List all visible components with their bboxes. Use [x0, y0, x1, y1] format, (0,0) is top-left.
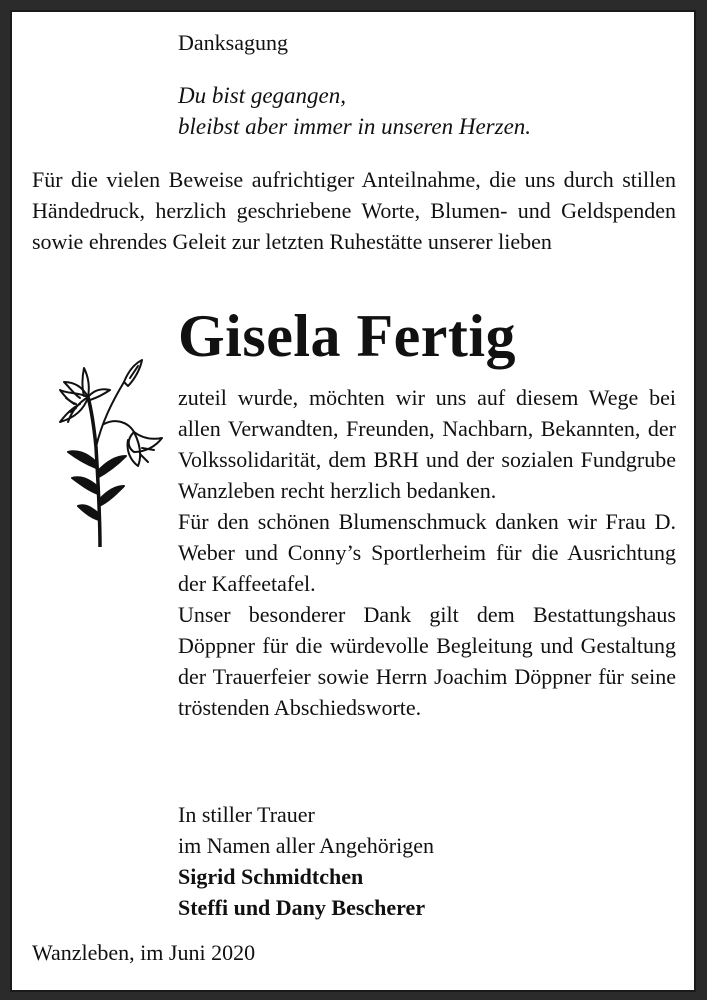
closing-line: im Namen aller Angehörigen: [178, 833, 434, 858]
closing-line: In stiller Trauer: [178, 802, 315, 827]
signatory-name: Sigrid Schmidtchen: [178, 864, 364, 889]
obituary-notice: [10, 10, 696, 992]
poem-line: bleibst aber immer in unseren Herzen.: [178, 114, 532, 139]
signature-block: [178, 799, 434, 923]
deceased-name: Gisela Fertig: [178, 303, 517, 369]
notice-body: [178, 382, 676, 723]
place-date: Wanzleben, im Juni 2020: [32, 940, 256, 965]
body-paragraph: Für den schönen Blumenschmuck danken wir Frau D. Weber und Conny’s Sportlerheim für die Ausrichtung der Kaffeetafel.: [178, 509, 676, 596]
notice-heading: Danksagung: [178, 30, 288, 55]
signatory-name: Steffi und Dany Bescherer: [178, 895, 426, 920]
body-paragraph: Unser besonderer Dank gilt dem Bestattungshaus Döppner für die würdevolle Begleitung und Gestaltung der Trauerfeier sowie Herrn Joachim Döppner für seine tröstenden Abschiedsworte.: [178, 602, 676, 720]
body-paragraph: zuteil wurde, möchten wir uns auf diesem Wege bei allen Verwandten, Freunden, Nachbarn, Bekannten, der Volkssolidarität, dem BRH und der sozialen Fundgrube Wanzleben recht herzlich bedanken.: [178, 385, 676, 503]
poem-line: Du bist gegangen,: [178, 83, 347, 108]
lily-flower-icon: [30, 352, 168, 547]
intro-paragraph: Für die vielen Beweise aufrichtiger Anteilnahme, die uns durch stillen Händedruck, herzlich geschriebene Worte, Blumen- und Geldspenden sowie ehrendes Geleit zur letzten Ruhestätte unserer lieben: [32, 167, 676, 254]
poem: [178, 80, 531, 142]
